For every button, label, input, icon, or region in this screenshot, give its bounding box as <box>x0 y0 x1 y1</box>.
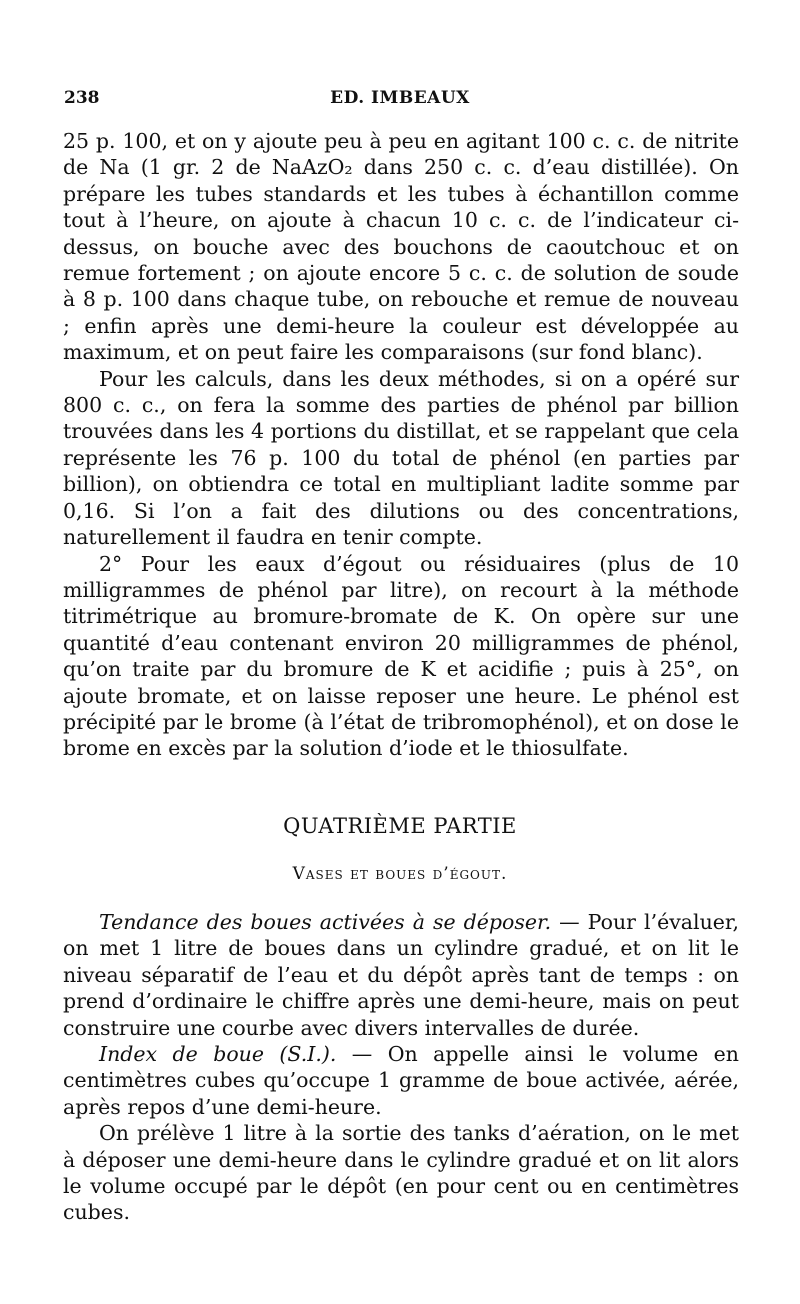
paragraph-text-tendance: — Pour l’évaluer, on met 1 litre de boues dans un cylindre gradué, et on lit le niveau séparatif de l’eau et du dépôt après tant de temps : on prend d’ordinaire le chiffre après une demi-heure, mais on peut construire une courbe avec divers intervalles de durée. <box>63 910 739 1040</box>
paragraph-eaux-egout: 2° Pour les eaux d’égout ou résiduaires (plus de 10 milligrammes de phénol par litre), on recourt à la méthode titrimétrique au bromure-bromate de K. On opère sur une quantité d’eau contenant environ 20 milligrammes de phénol, qu’on traite par du bromure de K et acidifie ; puis à 25°, on ajoute bromate, et on laisse reposer une heure. Le phénol est précipité par le brome (à l’état de tribromophénol), et on dose le brome en excès par la solution d’iode et le thiosulfate. <box>63 551 739 761</box>
paragraph-text-index: — On appelle ainsi le volume en centimètres cubes qu’occupe 1 gramme de boue activée, aérée, après repos d’une demi-heure. <box>63 1042 739 1119</box>
paragraph-continuation: 25 p. 100, et on y ajoute peu à peu en agitant 100 c. c. de nitrite de Na (1 gr. 2 de NaAzO₂ dans 250 c. c. d’eau distillée). On prépare les tubes standards et les tubes à échantillon comme tout à l’heure, on ajoute à chacun 10 c. c. de l’indicateur ci-dessus, on bouche avec des bouchons de caoutchouc et on remue fortement ; on ajoute encore 5 c. c. de solution de soude à 8 p. 100 dans chaque tube, on rebouche et remue de nouveau ; enfin après une demi-heure la couleur est développée au maximum, et on peut faire les comparaisons (sur fond blanc). <box>63 129 739 365</box>
running-head <box>64 88 736 112</box>
paragraph-title-tendance: Tendance des boues activées à se déposer. <box>99 910 552 934</box>
running-title: ED. IMBEAUX <box>330 88 470 108</box>
paragraph-tendance <box>63 909 739 1041</box>
text-block-upper <box>63 128 739 762</box>
paragraph-calculs: Pour les calculs, dans les deux méthodes, si on a opéré sur 800 c. c., on fera la somme des parties de phénol par billion trouvées dans les 4 portions du distillat, et se rappelant que cela représente les 76 p. 100 du total de phénol (en parties par billion), on obtiendra ce total en multipliant ladite somme par 0,16. Si l’on a fait des dilutions ou des concentrations, naturellement il faudra en tenir compte. <box>63 366 739 550</box>
page-number: 238 <box>64 88 100 108</box>
section-subtitle: Vases et boues d’égout. <box>292 864 508 884</box>
paragraph-index-boue <box>63 1041 739 1120</box>
part-heading: QUATRIÈME PARTIE <box>283 814 517 838</box>
paragraph-prelevement: On prélève 1 litre à la sortie des tanks d’aération, on le met à déposer une demi-heure dans le cylindre gradué et on lit alors le volume occupé par le dépôt (en pour cent ou en centimètres cubes. <box>63 1121 739 1225</box>
paragraph-title-index: Index de boue (S.I.). <box>99 1042 337 1067</box>
text-block-lower <box>63 909 739 1226</box>
